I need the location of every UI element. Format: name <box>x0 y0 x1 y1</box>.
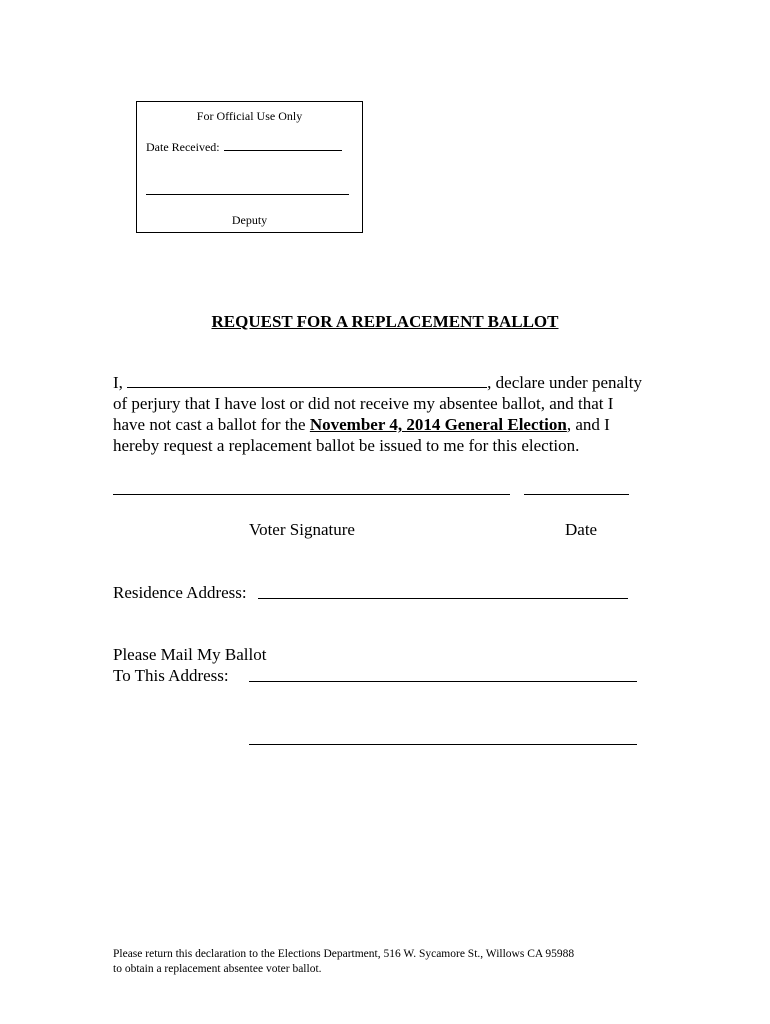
date-received-field[interactable] <box>224 139 342 151</box>
official-use-box <box>136 101 363 233</box>
voter-signature-field[interactable] <box>113 494 510 495</box>
election-name: November 4, 2014 General Election <box>309 415 567 434</box>
voter-signature-label: Voter Signature <box>249 520 355 539</box>
residence-address-label: Residence Address: <box>113 583 247 602</box>
declaration-paragraph <box>113 372 648 456</box>
deputy-label: Deputy <box>231 213 268 227</box>
date-label: Date <box>565 520 598 539</box>
date-received-label: Date Received: <box>146 140 220 154</box>
footer-line-2: to obtain a replacement absentee voter ballot. <box>113 963 322 975</box>
mailing-address-field-2[interactable] <box>249 744 637 745</box>
declaration-prefix: I, <box>113 373 128 392</box>
deputy-signature-field[interactable] <box>146 194 349 195</box>
footer-instructions <box>113 947 673 977</box>
signature-date-field[interactable] <box>524 494 629 495</box>
official-use-title: For Official Use Only <box>196 109 303 123</box>
residence-address-field[interactable] <box>258 598 628 599</box>
declaration-text-1: , declare under penalty of perjury that I have lost or did not receive my absentee ballot, and that I have not cast a ballot for the <box>113 373 642 434</box>
mail-address-label-1: Please Mail My Ballot <box>113 645 267 664</box>
voter-name-field[interactable] <box>127 373 487 388</box>
mailing-address-field-1[interactable] <box>249 681 637 682</box>
footer-line-1: Please return this declaration to the Elections Department, 516 W. Sycamore St., Willows CA 95988 <box>113 948 575 960</box>
mail-address-label-2: To This Address: <box>113 666 229 685</box>
form-title: REQUEST FOR A REPLACEMENT BALLOT <box>211 312 559 331</box>
date-received-row <box>146 139 342 155</box>
declaration-text-2: , and I hereby request a replacement ballot be issued to me for this election. <box>113 415 610 455</box>
